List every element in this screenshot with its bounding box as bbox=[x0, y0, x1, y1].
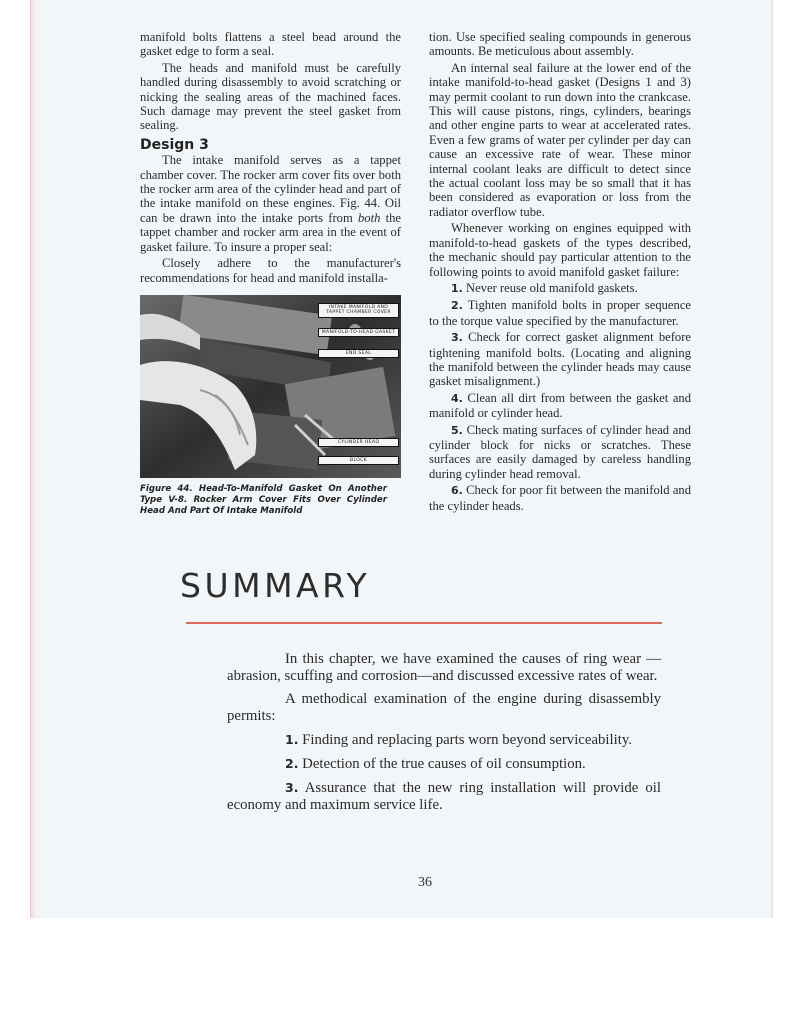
list-item bbox=[429, 391, 691, 421]
list-text: Check mating surfaces of cylinder head and cylinder block for nicks or scratches. These surfaces are easily damaged by careless handling during cylinder head removal. bbox=[429, 422, 691, 481]
label-manifold-to-head-gasket: MANIFOLD-TO-HEAD GASKET bbox=[318, 328, 399, 337]
list-number: 6. bbox=[451, 484, 463, 498]
list-text: Tighten manifold bolts in proper sequence to the torque value specified by the manufacturer. bbox=[429, 298, 691, 328]
engine-photo-illustration bbox=[140, 295, 401, 478]
list-text: Detection of the true causes of oil consumption. bbox=[302, 756, 586, 772]
list-number: 2. bbox=[285, 756, 299, 771]
left-column bbox=[140, 30, 401, 517]
list-item bbox=[429, 330, 691, 389]
list-number: 2. bbox=[451, 299, 463, 313]
page-edge bbox=[771, 0, 773, 918]
page-number: 36 bbox=[418, 875, 432, 890]
design3-text-italic: both bbox=[357, 210, 381, 225]
right-column bbox=[429, 30, 691, 513]
label-block: BLOCK bbox=[318, 456, 399, 465]
summary-body bbox=[227, 651, 661, 814]
left-paragraph: The heads and manifold must be carefully handled during disassembly to avoid scratching or nicking the sealing areas of the machined faces. Such damage may prevent the steel gasket from sealing. bbox=[140, 60, 401, 133]
list-item bbox=[429, 298, 691, 328]
summary-list-item bbox=[227, 779, 661, 814]
left-paragraph: manifold bolts flattens a steel bead around the gasket edge to form a seal. bbox=[140, 30, 401, 59]
list-number: 5. bbox=[451, 423, 463, 437]
summary-list-item bbox=[227, 731, 661, 749]
summary-title: SUMMARY bbox=[180, 566, 371, 605]
design3-text-start: The intake manifold serves as a tappet chamber cover. The rocker arm cover fits over both the rocker arm area of the cylinder head and part of the intake manifold on these engines. Fig. 44. Oil can be drawn into the intake ports from bbox=[140, 153, 401, 225]
list-text: Never reuse old manifold gaskets. bbox=[466, 280, 638, 295]
summary-list-item bbox=[227, 755, 661, 773]
list-item bbox=[429, 483, 691, 513]
section-heading-design-3: Design 3 bbox=[140, 136, 209, 153]
summary-paragraph: In this chapter, we have examined the causes of ring wear —abrasion, scuffing and corrosion—and discussed excessive rates of wear. bbox=[227, 651, 661, 684]
right-paragraph: tion. Use specified sealing compounds in generous amounts. Be meticulous about assembly. bbox=[429, 30, 691, 59]
right-paragraph: Whenever working on engines equipped with manifold-to-head gaskets of the types described, the mechanic should pay particular attention to the following points to avoid manifold gasket failure: bbox=[429, 221, 691, 279]
list-number: 3. bbox=[285, 780, 299, 795]
summary-divider bbox=[186, 622, 662, 624]
list-text: Finding and replacing parts worn beyond serviceability. bbox=[302, 732, 632, 748]
label-intake-manifold: INTAKE MANIFOLD AND TAPPET CHAMBER COVER bbox=[318, 303, 399, 318]
design3-text-end: the tappet chamber and rocker arm area in the event of gasket failure. To insure a proper seal: bbox=[140, 210, 401, 254]
list-item bbox=[429, 423, 691, 482]
list-text: Clean all dirt from between the gasket and manifold or cylinder head. bbox=[429, 390, 692, 421]
figure-44-photo bbox=[140, 295, 401, 478]
label-end-seal: END SEAL bbox=[318, 349, 399, 358]
list-number: 1. bbox=[285, 732, 299, 747]
list-number: 1. bbox=[451, 281, 463, 295]
label-cylinder-head: CYLINDER HEAD bbox=[318, 438, 399, 447]
right-paragraph: An internal seal failure at the lower end of the intake manifold-to-head gasket (Designs 1 and 3) may permit coolant to run down into the crankcase. This will cause pistons, rings, cylinders, bearings and other engine parts to wear at accelerated rates. Even a few grams of water per cylinder per day can cause an excessive rate of wear. These minor internal coolant leaks are difficult to detect since the actual coolant loss may be so small that it has been considered as evaporation or loss from the radiator overflow tube. bbox=[429, 60, 691, 219]
list-text: Check for correct gasket alignment before tightening manifold bolts. (Locating and aligning the manifold between the cylinder heads may cause gasket misalignment.) bbox=[429, 330, 691, 389]
list-number: 3. bbox=[451, 331, 463, 345]
list-text: Assurance that the new ring installation will provide oil economy and maximum service life. bbox=[227, 780, 661, 813]
design3-paragraph bbox=[140, 153, 401, 254]
design3-paragraph-2: Closely adhere to the manufacturer's recommendations for head and manifold installa- bbox=[140, 256, 401, 285]
list-text: Check for poor fit between the manifold and the cylinder heads. bbox=[429, 483, 692, 513]
list-item bbox=[429, 281, 691, 296]
summary-paragraph: A methodical examination of the engine during disassembly permits: bbox=[227, 691, 661, 724]
list-number: 4. bbox=[451, 391, 463, 405]
figure-caption: Figure 44. Head-To-Manifold Gasket On Another Type V-8. Rocker Arm Cover Fits Over Cylinder Head And Part Of Intake Manifold bbox=[140, 483, 387, 516]
